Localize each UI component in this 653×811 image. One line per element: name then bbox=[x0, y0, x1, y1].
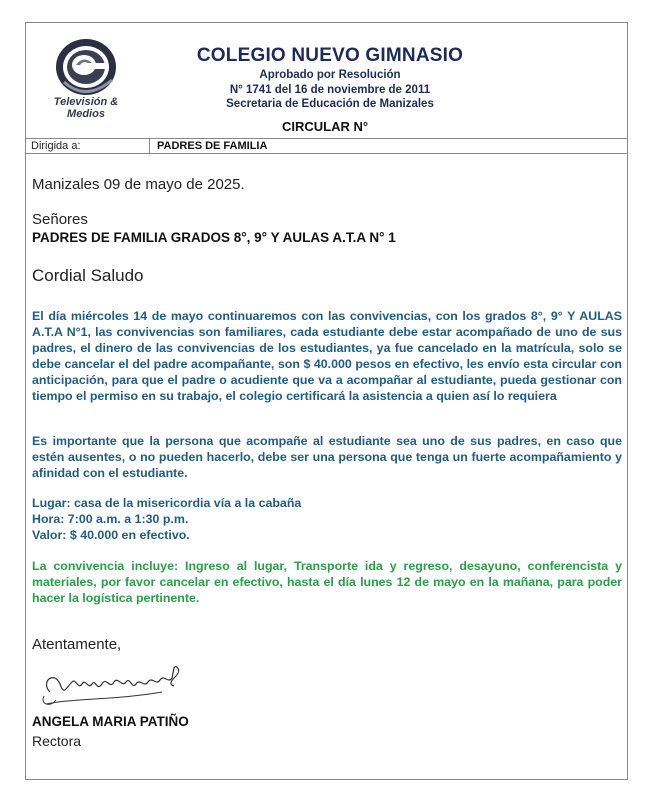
paragraph-includes: La convivencia incluye: Ingreso al lugar, Transporte ida y regreso, desayuno, conferencista y materiales, por favor cancelar en efectivo, hasta el día lunes 12 de mayo en la mañana, para poder hacer la logística pertinente. bbox=[32, 559, 622, 605]
signer-name: ANGELA MARIA PATIÑO bbox=[32, 714, 189, 729]
approval-line-2: N° 1741 del 16 de noviembre de 2011 bbox=[229, 84, 431, 96]
addressed-divider bbox=[149, 139, 150, 153]
event-time: Hora: 7:00 a.m. a 1:30 p.m. bbox=[32, 512, 189, 526]
circular-number: CIRCULAR N° bbox=[282, 119, 369, 134]
paragraph-convivencias: El día miércoles 14 de mayo continuaremos con las convivencias, con los grados 8°, 9° Y AULAS A.T.A N°1, las convivencias son familiares, cada estudiante debe estar acompañado de uno de sus padres, el dinero de las convivencias de los estudiantes, ya fue cancelado en la matrícula, solo se debe cancelar el del padre acompañante, son $ 40.000 pesos en efectivo, les envío esta circular con anticipación, para que el padre o acudiente que va a acompañar al estudiante, pueda gestionar con tiempo el permiso en su trabajo, el colegio certificará la asistencia a quien así lo requiera bbox=[32, 309, 622, 403]
letter-date: Manizales 09 de mayo de 2025. bbox=[32, 176, 245, 193]
logo-caption-line1: Televisión & bbox=[53, 96, 119, 108]
logo-caption-line2: Medios bbox=[67, 108, 105, 120]
letter-recipients: PADRES DE FAMILIA GRADOS 8°, 9° Y AULAS A.T.A N° 1 bbox=[32, 230, 396, 245]
paragraph-companion: Es importante que la persona que acompañe al estudiante sea uno de sus padres, en caso que estén ausentes, o no pueden hacerlo, debe ser una persona que tenga un fuerte acompañamiento y afinidad con el estudiante. bbox=[32, 434, 622, 480]
logo-caption bbox=[36, 96, 136, 120]
addressed-to-row bbox=[25, 138, 628, 154]
addressed-to-label: Dirigida a: bbox=[31, 140, 81, 152]
letter-closing: Atentamente, bbox=[32, 636, 122, 653]
event-place: Lugar: casa de la misericordia vía a la cabaña bbox=[32, 496, 302, 510]
event-value: Valor: $ 40.000 en efectivo. bbox=[32, 528, 190, 542]
letter-salutation: Señores bbox=[32, 211, 88, 228]
letter-greeting: Cordial Saludo bbox=[32, 266, 144, 285]
signature-icon bbox=[36, 662, 196, 710]
event-details bbox=[32, 495, 622, 543]
approval-line-1: Aprobado por Resolución bbox=[259, 69, 401, 81]
approval-line-3: Secretaria de Educación de Manizales bbox=[226, 98, 434, 110]
signer-role: Rectora bbox=[32, 733, 82, 749]
addressed-to-value: PADRES DE FAMILIA bbox=[157, 140, 268, 152]
school-name: COLEGIO NUEVO GIMNASIO bbox=[196, 45, 464, 66]
